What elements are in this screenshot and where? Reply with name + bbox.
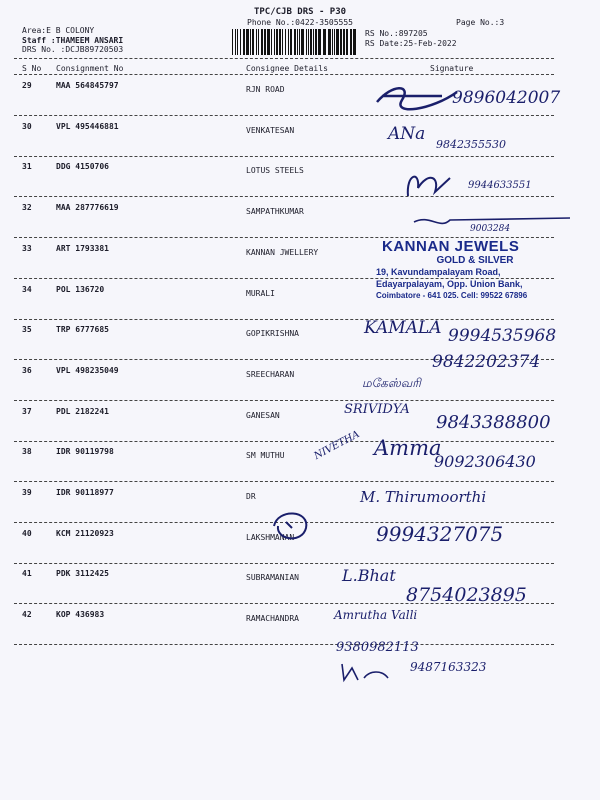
row-sno: 36 [22,366,32,375]
table-row [0,366,600,408]
signature-phone-29: 9896042007 [452,88,561,108]
row-divider [14,563,554,564]
row-divider [14,441,554,442]
row-sno: 38 [22,447,32,456]
row-consignee: RAMACHANDRA [246,614,299,623]
signature-phone-38: 9092306430 [434,452,536,471]
col-consignee: Consignee Details [246,64,328,73]
signature-name-37: NIVETHA [312,428,362,463]
row-consignee: GOPIKRISHNA [246,329,299,338]
area-label: Area:E B COLONY [22,26,95,35]
row-consignment-no: VPL 495446881 [56,122,119,131]
row-divider [14,156,554,157]
signature-name-38: M. Thirumoorthi [360,488,487,506]
row-sno: 29 [22,81,32,90]
table-row [0,122,600,164]
row-consignment-no: POL 136720 [56,285,105,294]
row-consignment-no: IDR 90118977 [56,488,114,497]
row-sno: 42 [22,610,32,619]
rs-date: RS Date:25-Feb-2022 [365,39,457,48]
row-sno: 40 [22,529,32,538]
signature-phone-39: 9994327075 [376,522,504,546]
col-signature: Signature [430,64,474,73]
row-consignment-no: PDK 3112425 [56,569,109,578]
row-consignee: DR [246,492,256,501]
row-divider [14,400,554,401]
row-consignee: LOTUS STEELS [246,166,304,175]
row-sno: 35 [22,325,32,334]
row-consignment-no: KOP 436983 [56,610,105,619]
row-consignee: RJN ROAD [246,85,285,94]
row-consignment-no: PDL 2182241 [56,407,109,416]
stamp-name: KANNAN JEWELS [382,238,520,255]
row-consignee: MURALI [246,289,275,298]
phone-number: Phone No.:0422-3505555 [247,18,353,27]
signature-phone-42: 9487163323 [410,660,487,674]
signature-phone-31: 9944633551 [468,180,532,191]
stamp-address-2: Edayarpalayam, Opp. Union Bank, [376,279,523,289]
staff-label: Staff :THAMEEM ANSARI [22,36,124,45]
row-consignee: SREECHARAN [246,370,295,379]
row-sno: 32 [22,203,32,212]
col-sno: S No [22,64,42,73]
signature-name-30: ANa [388,124,426,144]
barcode-image [232,29,357,55]
row-consignee: SAMPATHKUMAR [246,207,304,216]
page-number: Page No.:3 [456,18,505,27]
signature-scribble-42 [338,660,398,684]
signature-scribble-31 [400,166,460,206]
rs-number: RS No.:897205 [365,29,428,38]
row-consignment-no: VPL 498235049 [56,366,119,375]
row-sno: 39 [22,488,32,497]
signature-name-36: SRIVIDYA [344,402,410,417]
row-sno: 30 [22,122,32,131]
row-divider [14,196,554,197]
signature-phone-36: 9842202374 [432,352,541,372]
stamp-address-3: Coimbatore - 641 025. Cell: 99522 67896 [376,291,528,300]
signature-scribble-29 [372,82,462,112]
document-title: TPC/CJB DRS - P30 [253,7,347,17]
row-consignee: VENKATESAN [246,126,295,135]
signature-scribble-39 [268,506,316,544]
row-sno: 31 [22,162,32,171]
row-sno: 34 [22,285,32,294]
stamp-address-1: 19, Kavundampalayam Road, [376,267,501,277]
company-stamp [376,238,582,302]
signature-name-34: KAMALA [364,318,442,338]
row-consignee: KANNAN JWELLERY [246,248,319,257]
signature-tamil-36: மகேஸ்வரி [362,376,421,390]
row-consignment-no: ART 1793381 [56,244,109,253]
signature-phone-40: 8754023895 [406,584,527,606]
stamp-subtitle: GOLD & SILVER [436,255,514,266]
col-consignment: Consignment No [56,64,124,73]
row-divider [14,115,554,116]
row-sno: 37 [22,407,32,416]
row-consignment-no: TRP 6777685 [56,325,109,334]
row-consignee: SM MUTHU [246,451,285,460]
row-consignment-no: MAA 564845797 [56,81,119,90]
row-consignment-no: MAA 287776619 [56,203,119,212]
signature-name-40: L.Bhat [342,566,396,585]
row-sno: 41 [22,569,32,578]
row-divider [14,319,554,320]
row-divider [14,481,554,482]
signature-phone-41: 9380982113 [336,640,419,655]
signature-name-37b: Amma [374,436,442,460]
row-divider [14,644,554,645]
row-consignee: SUBRAMANIAN [246,573,299,582]
row-consignment-no: IDR 90119798 [56,447,114,456]
signature-phone-37: 9843388800 [436,412,551,433]
signature-phone-35: 9994535968 [448,326,557,346]
header-divider [14,58,554,59]
row-consignee: GANESAN [246,411,280,420]
row-consignee: LAKSHMANAN [246,533,295,542]
row-consignment-no: KCM 21120923 [56,529,114,538]
signature-phone-30: 9842355530 [436,138,506,151]
row-consignment-no: DDG 4150706 [56,162,109,171]
signature-phone-32: 9003284 [470,224,511,234]
drs-number: DRS No. :DCJB89720503 [22,45,124,54]
table-row [0,610,600,652]
row-sno: 33 [22,244,32,253]
columns-divider [14,74,554,75]
signature-name-41: Amrutha Valli [334,608,418,622]
